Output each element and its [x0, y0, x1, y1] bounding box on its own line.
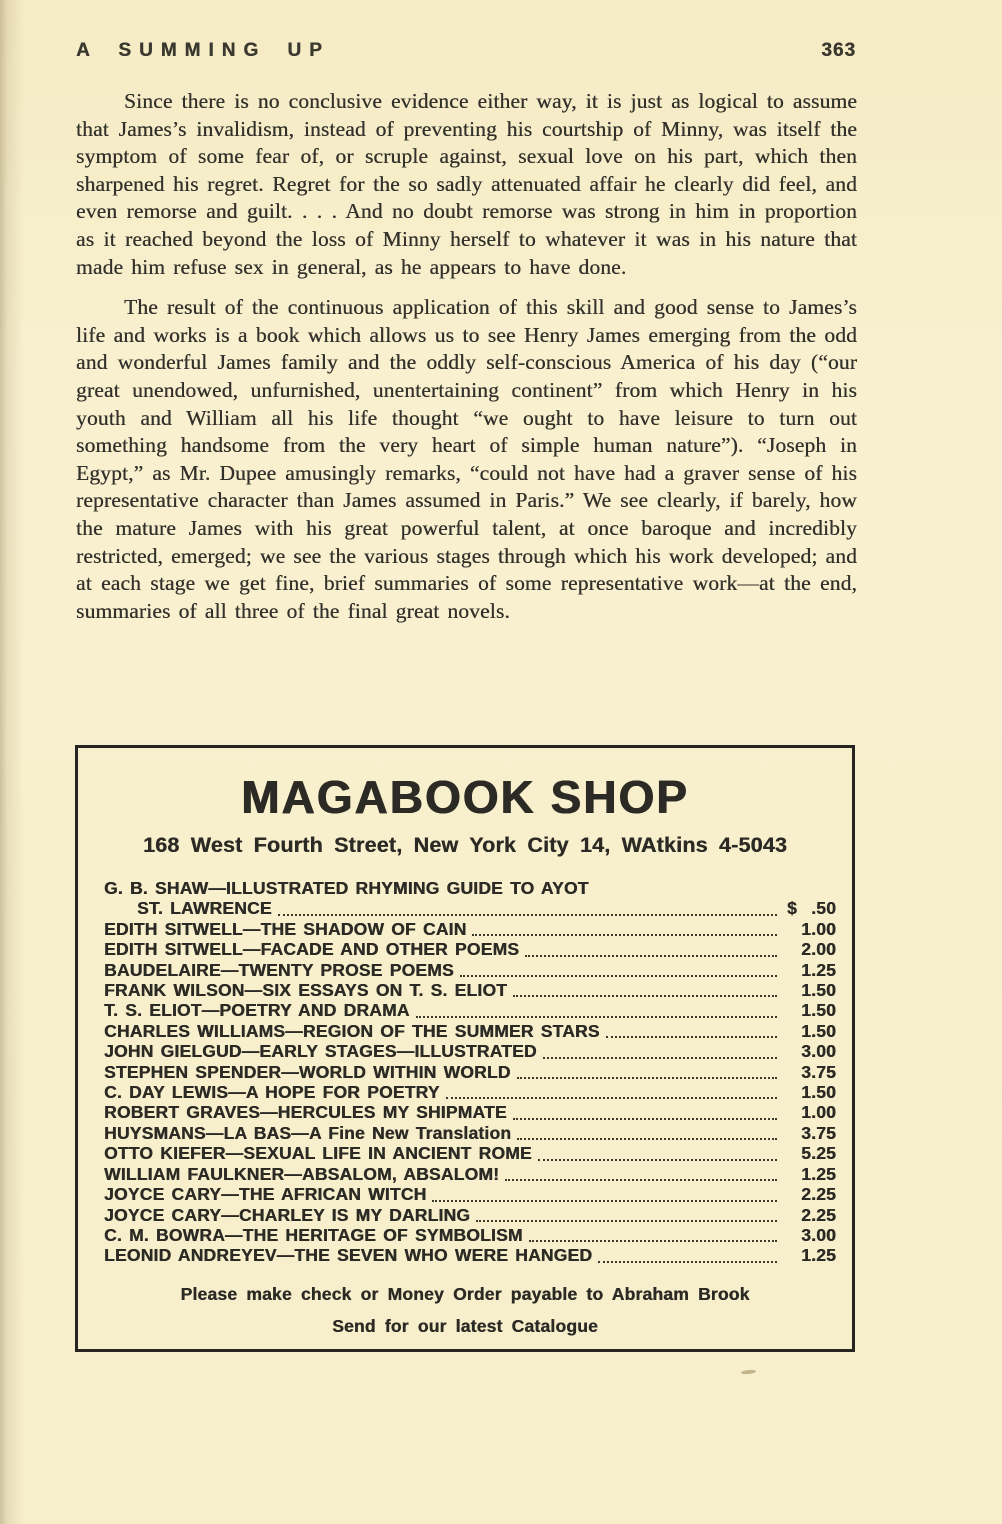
catalog-row — [104, 939, 836, 959]
book-title: C. DAY LEWIS—A HOPE FOR POETRY — [104, 1082, 440, 1103]
dot-leader — [517, 1077, 777, 1079]
catalog-row — [104, 1123, 836, 1143]
scan-artifact — [741, 1369, 756, 1375]
book-price: $ .50 — [787, 898, 836, 919]
dot-leader — [606, 1036, 777, 1038]
payment-note: Please make check or Money Order payable to Abraham Brook — [180, 1283, 750, 1304]
catalog-row — [104, 1205, 836, 1225]
dot-leader — [529, 1240, 777, 1242]
book-price: 2.00 — [801, 939, 836, 960]
shop-address: 168 West Fourth Street, New York City 14, WAtkins 4-5043 — [142, 833, 788, 857]
book-title: JOYCE CARY—THE AFRICAN WITCH — [104, 1184, 427, 1205]
book-price: 1.25 — [801, 959, 836, 980]
page-header — [76, 40, 856, 62]
dot-leader — [472, 934, 777, 936]
dot-leader — [538, 1159, 777, 1161]
catalog-row — [104, 1062, 836, 1082]
book-title: STEPHEN SPENDER—WORLD WITHIN WORLD — [104, 1061, 511, 1082]
book-price: 3.75 — [801, 1061, 836, 1082]
book-price: 1.50 — [801, 1020, 836, 1041]
catalog-row — [104, 1164, 836, 1184]
catalog-row — [104, 980, 836, 1000]
book-title: FRANK WILSON—SIX ESSAYS ON T. S. ELIOT — [104, 980, 508, 1001]
book-title: LEONID ANDREYEV—THE SEVEN WHO WERE HANGED — [104, 1245, 593, 1266]
book-title: JOHN GIELGUD—EARLY STAGES—ILLUSTRATED — [104, 1041, 537, 1062]
catalog-row — [104, 1102, 836, 1122]
dot-leader — [476, 1220, 777, 1222]
catalog-row — [104, 898, 836, 918]
body-text — [76, 88, 857, 625]
book-price: 1.00 — [801, 918, 836, 939]
book-price: 3.75 — [801, 1122, 836, 1143]
book-title: ROBERT GRAVES—HERCULES MY SHIPMATE — [104, 1102, 507, 1123]
book-price: 1.25 — [801, 1245, 836, 1266]
dot-leader — [446, 1097, 777, 1099]
book-title: OTTO KIEFER—SEXUAL LIFE IN ANCIENT ROME — [104, 1143, 532, 1164]
catalog-row — [104, 1245, 836, 1265]
book-price: 1.50 — [801, 980, 836, 1001]
book-title: EDITH SITWELL—THE SHADOW OF CAIN — [104, 918, 467, 939]
dot-leader — [416, 1016, 777, 1018]
catalog-row — [104, 878, 836, 898]
book-title: T. S. ELIOT—POETRY AND DRAMA — [104, 1000, 410, 1021]
book-title: BAUDELAIRE—TWENTY PROSE POEMS — [104, 959, 454, 980]
book-title: HUYSMANS—LA BAS—A Fine New Translation — [104, 1122, 512, 1143]
magabook-shop-ad — [75, 745, 855, 1352]
catalog-row — [104, 1082, 836, 1102]
paragraph-1: Since there is no conclusive evidence either way, it is just as logical to assume that James’s invalidism, instead of preventing his courtship of Minny, was itself the symptom of some fear of, or scruple against, sexual love on his part, which then sharpened his regret. Regret for the so sadly attenuated affair he clearly did feel, and even remorse and guilt. . . . And no doubt remorse was strong in him in proportion as it reached beyond the loss of Minny herself to whatever it was in his nature that made him refuse sex in general, as he appears to have done. — [76, 89, 857, 279]
ad-book-list — [104, 878, 836, 1266]
catalog-row — [104, 960, 836, 980]
running-title: A SUMMING UP — [76, 40, 330, 61]
book-price: 1.50 — [801, 1000, 836, 1021]
catalog-row — [104, 1225, 836, 1245]
book-title: C. M. BOWRA—THE HERITAGE OF SYMBOLISM — [104, 1224, 523, 1245]
book-title: WILLIAM FAULKNER—ABSALOM, ABSALOM! — [104, 1163, 500, 1184]
book-title: JOYCE CARY—CHARLEY IS MY DARLING — [104, 1204, 471, 1225]
book-price: 3.00 — [801, 1224, 836, 1245]
dot-leader — [513, 1118, 777, 1120]
dot-leader — [278, 914, 777, 916]
catalog-row — [104, 1021, 836, 1041]
catalog-row — [104, 1143, 836, 1163]
dot-leader — [505, 1179, 777, 1181]
page-number: 363 — [821, 40, 856, 61]
book-title: CHARLES WILLIAMS—REGION OF THE SUMMER STARS — [104, 1020, 600, 1041]
catalog-row — [104, 919, 836, 939]
book-price: 2.25 — [801, 1204, 836, 1225]
paragraph-2: The result of the continuous application of this skill and good sense to James’s life and works is a book which allows us to see Henry James emerging from the odd and wonderful James family and the oddly self-conscious America of his day (“our great unendowed, unfurnished, unentertaining continent” from which Henry in his youth and William all his life thought “we ought to have leisure to turn out something handsome from the very heart of simple human nature”). “Joseph in Egypt,” as Mr. Dupee amusingly remarks, “could not have had a graver sense of his representative character than James assumed in Paris.” We see clearly, if barely, how the mature James with his great powerful talent, at once baroque and incredibly restricted, emerged; we see the various stages through which his work developed; and at each stage we get fine, brief summaries of some representative work—at the end, summaries of all three of the final great novels. — [76, 295, 857, 623]
dot-leader — [517, 1138, 777, 1140]
book-title: G. B. SHAW—ILLUSTRATED RHYMING GUIDE TO AYOT — [104, 878, 589, 898]
book-title: EDITH SITWELL—FACADE AND OTHER POEMS — [104, 939, 520, 960]
catalog-row — [104, 1041, 836, 1061]
catalog-row — [104, 1000, 836, 1020]
dot-leader — [513, 995, 777, 997]
dot-leader — [432, 1200, 777, 1202]
catalogue-note: Send for our latest Catalogue — [332, 1315, 598, 1336]
dot-leader — [543, 1057, 777, 1059]
shop-name: MAGABOOK SHOP — [241, 771, 689, 823]
dot-leader — [598, 1261, 777, 1263]
catalog-row — [104, 1184, 836, 1204]
book-price: 2.25 — [801, 1184, 836, 1205]
dot-leader — [525, 955, 777, 957]
book-price: 1.25 — [801, 1163, 836, 1184]
book-price: 5.25 — [801, 1143, 836, 1164]
book-title: ST. LAWRENCE — [137, 898, 272, 919]
book-price: 1.50 — [801, 1082, 836, 1103]
book-price: 3.00 — [801, 1041, 836, 1062]
book-price: 1.00 — [801, 1102, 836, 1123]
dot-leader — [460, 975, 777, 977]
